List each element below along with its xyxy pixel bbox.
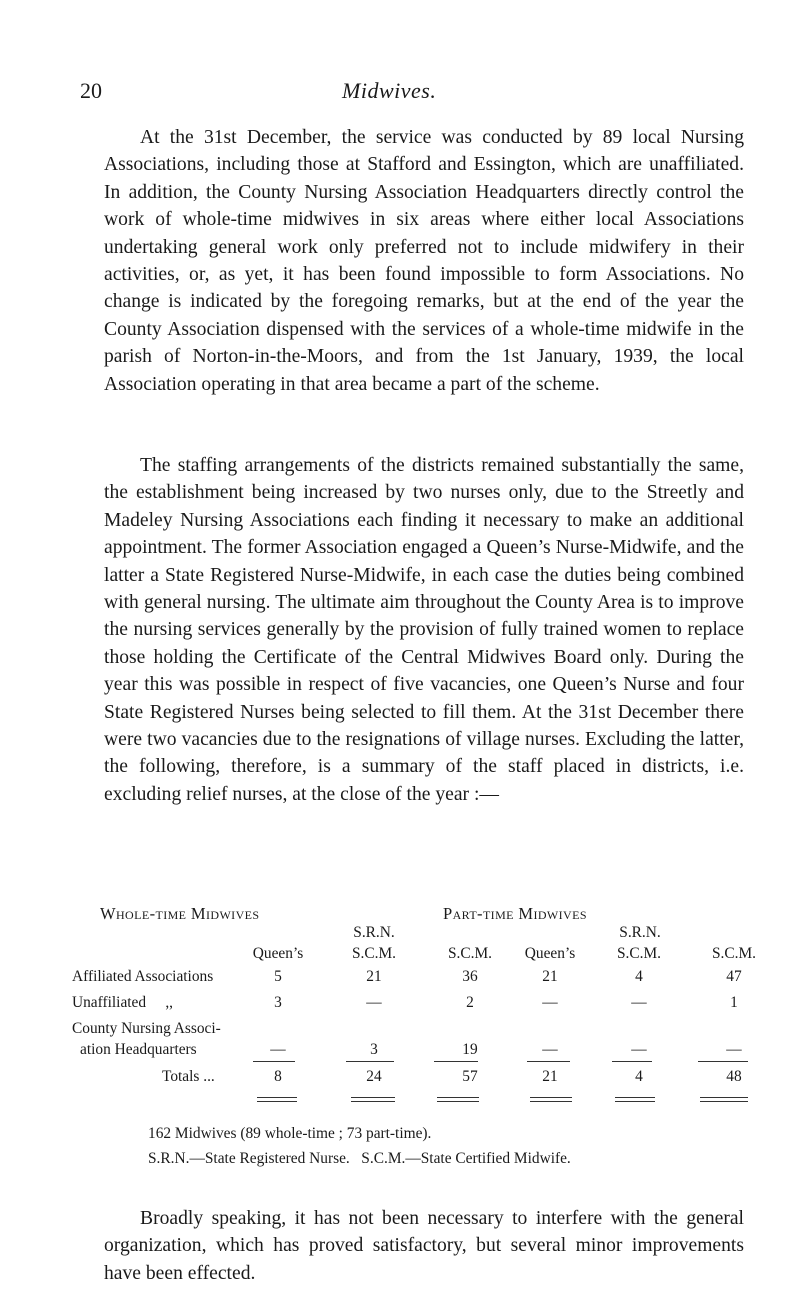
group-header-part-time: Part-time Midwives — [443, 904, 587, 923]
rule — [530, 1097, 572, 1102]
paragraph-associations: At the 31st December, the service was conducted by 89 local Nursing Associations, including those at Stafford and Essington, which are unaffiliated. In addition, the County Nursing Association Headquarters directly control the work of whole-time midwives in six areas where either local Associations undertaking general work only preferred not to include midwifery in their activities, or, as yet, it has been found impossible to form Associations. No change is indicated by the foregoing remarks, but at the end of the year the County Association dispensed with the services of a whole-time midwife in the parish of Norton-in-the-Moors, and from the 1st January, 1939, the local Association operating in that area became a part of the scheme. — [104, 127, 744, 395]
column-header-scm: S.C.M. — [447, 945, 493, 962]
rule — [257, 1097, 297, 1102]
rule — [437, 1097, 479, 1102]
table-cell: — — [542, 1041, 558, 1058]
column-header-scm: S.C.M. — [711, 945, 757, 962]
column-header-scm: S.C.M. — [351, 945, 397, 962]
table-cell: 2 — [466, 994, 474, 1011]
row-label: County Nursing Associ- — [72, 1020, 221, 1037]
page-number: 20 — [80, 78, 102, 103]
column-header-queens: Queen’s — [252, 945, 304, 962]
column-header-queens: Queen’s — [524, 945, 576, 962]
table-cell: 3 — [370, 1041, 378, 1058]
column-header-scm: S.C.M. — [616, 945, 662, 962]
column-header-srn: S.R.N. — [353, 924, 395, 941]
group-header-whole-time: Whole-time Midwives — [100, 904, 260, 923]
totals-cell: 21 — [542, 1068, 558, 1085]
table-cell: 21 — [366, 968, 382, 985]
row-label: ation Headquarters — [80, 1041, 197, 1058]
totals-cell: 48 — [726, 1068, 742, 1085]
table-cell: 3 — [274, 994, 282, 1011]
totals-cell: 8 — [274, 1068, 282, 1085]
table-cell: — — [631, 994, 647, 1011]
totals-cell: 57 — [462, 1068, 478, 1085]
table-cell: 4 — [635, 968, 643, 985]
totals-cell: 4 — [635, 1068, 643, 1085]
rule — [351, 1097, 395, 1102]
table-cell: 21 — [542, 968, 558, 985]
table-cell: — — [631, 1041, 647, 1058]
running-title: Midwives. — [342, 78, 437, 103]
rule — [615, 1097, 655, 1102]
column-header-srn: S.R.N. — [619, 924, 661, 941]
row-label: Unaffiliated ,, — [72, 994, 174, 1011]
table-cell: — — [270, 1041, 286, 1058]
table-cell: — — [366, 994, 382, 1011]
table-cell: 5 — [274, 968, 282, 985]
midwife-count-note: 162 Midwives (89 whole-time ; 73 part-time). — [148, 1125, 432, 1142]
totals-label: Totals ... — [162, 1068, 215, 1085]
paragraph-organization: Broadly speaking, it has not been necessary to interfere with the general organization, which has proved satisfactory, but several minor improvements have been effected. — [104, 1208, 744, 1284]
paragraph-staffing: The staffing arrangements of the districts remained substantially the same, the establishment being increased by two nurses only, due to the Streetly and Madeley Nursing Associations each finding it necessary to make an additional appointment. The former Association engaged a Queen’s Nurse-Midwife, and the latter a State Registered Nurse-Midwife, in each case the duties being combined with general nursing. The ultimate aim throughout the County Area is to improve the nursing services generally by the provision of fully trained women to replace those holding the Certificate of the Central Midwives Board only. During the year this was possible in respect of five vacancies, one Queen’s Nurse and four State Registered Nurses being selected to fill them. At the 31st December there were two vacancies due to the resignations of village nurses. Excluding the latter, the following, therefore, is a summary of the staff placed in districts, i.e. excluding relief nurses, at the close of the year :— — [104, 455, 744, 805]
table-cell: 1 — [730, 994, 738, 1011]
totals-cell: 24 — [366, 1068, 382, 1085]
table-cell: 19 — [462, 1041, 478, 1058]
rule — [700, 1097, 748, 1102]
table-cell: 47 — [726, 968, 742, 985]
abbreviations-note: S.R.N.—State Registered Nurse. S.C.M.—State Certified Midwife. — [148, 1150, 571, 1167]
row-label: Affiliated Associations — [72, 968, 214, 985]
table-cell: — — [542, 994, 558, 1011]
table-cell: — — [726, 1041, 742, 1058]
table-cell: 36 — [462, 968, 478, 985]
